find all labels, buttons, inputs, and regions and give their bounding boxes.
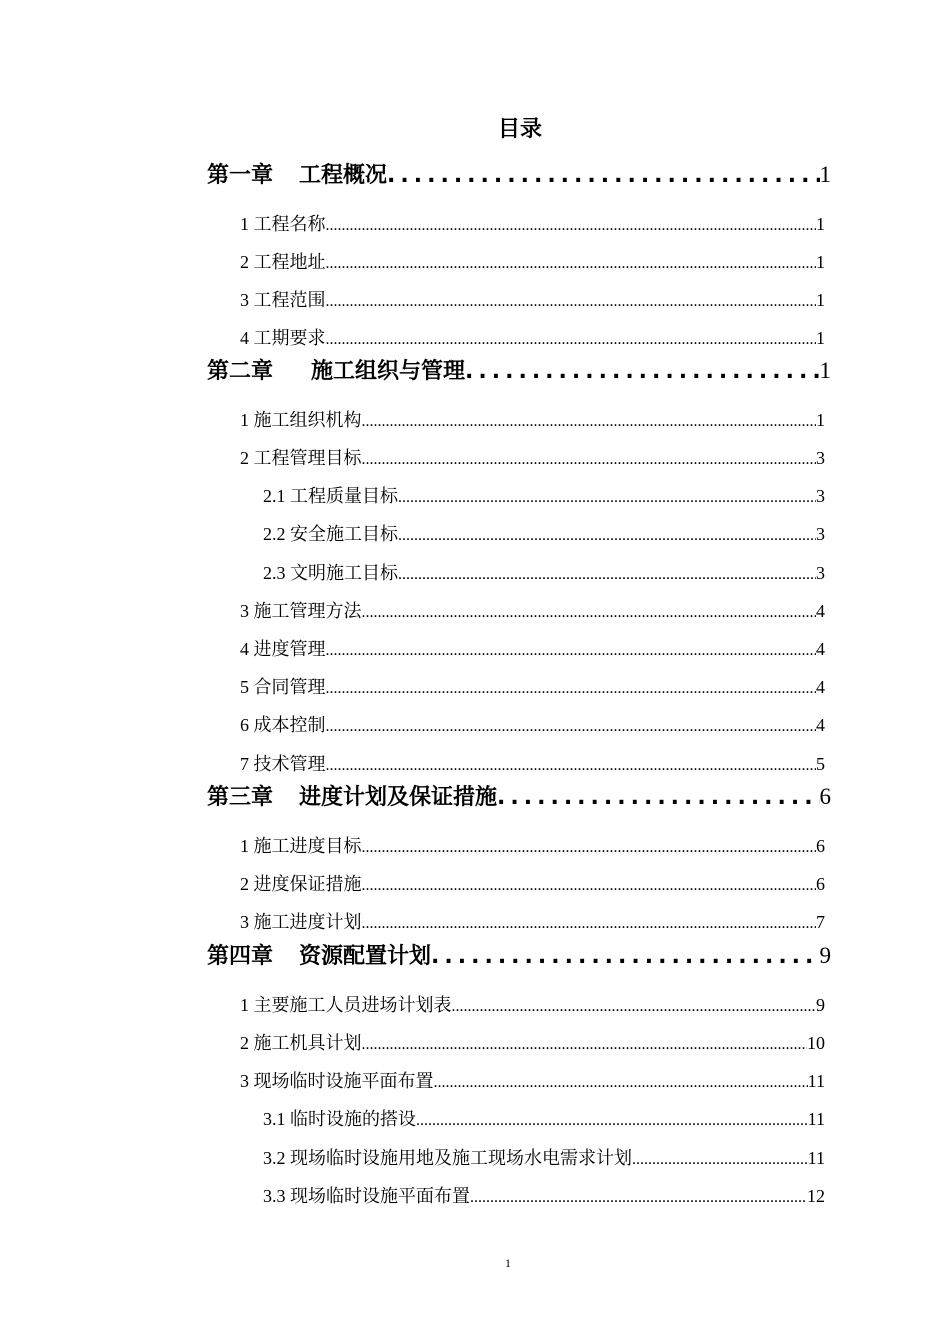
- toc-entry-label: 1 主要施工人员进场计划表: [240, 995, 452, 1015]
- toc-entry-label: 3.3 现场临时设施平面布置: [263, 1186, 470, 1206]
- toc-page-number: 3: [816, 524, 825, 544]
- toc-entry-label: 3 现场临时设施平面布置: [240, 1071, 434, 1091]
- toc-section-2-1[interactable]: [240, 407, 825, 435]
- toc-entry-label: 4 工期要求: [240, 328, 326, 348]
- toc-page-number: 6: [819, 784, 831, 809]
- toc-entry-label: 第二章 施工组织与管理: [207, 359, 466, 384]
- dot-leader: [362, 835, 817, 861]
- toc-section-3-1[interactable]: [240, 833, 825, 861]
- page-number: 1: [505, 1256, 511, 1270]
- toc-entry-label: 3 施工进度计划: [240, 912, 362, 932]
- dot-leader: [497, 783, 819, 813]
- toc-entry-label: 3.2 现场临时设施用地及施工现场水电需求计划: [263, 1148, 632, 1168]
- toc-page-number: 11: [807, 1148, 825, 1168]
- dot-leader: [326, 289, 817, 315]
- toc-section-1-3[interactable]: [240, 287, 825, 315]
- toc-section-2-2[interactable]: [240, 445, 825, 473]
- toc-entry-label: 2.2 安全施工目标: [263, 524, 398, 544]
- toc-page-number: 11: [807, 1071, 825, 1091]
- toc-entry-label: 1 施工组织机构: [240, 410, 362, 430]
- dot-leader: [362, 1032, 808, 1058]
- dot-leader: [387, 161, 819, 191]
- toc-page-number: 1: [816, 410, 825, 430]
- toc-page-number: 1: [816, 214, 825, 234]
- toc-chapter-4[interactable]: [207, 941, 831, 972]
- toc-entry-label: 3.1 临时设施的搭设: [263, 1109, 416, 1129]
- toc-entry-label: 第四章 资源配置计划: [207, 944, 432, 969]
- toc-entry-label: 第三章 进度计划及保证措施: [207, 785, 498, 810]
- toc-entry-label: 2 进度保证措施: [240, 874, 362, 894]
- toc-entry-label: 2 工程地址: [240, 252, 326, 272]
- dot-leader: [434, 1070, 808, 1096]
- toc-chapter-2[interactable]: [207, 356, 831, 387]
- toc-entry-label: 2.1 工程质量目标: [263, 486, 398, 506]
- dot-leader: [326, 251, 817, 277]
- dot-leader: [632, 1147, 808, 1173]
- toc-page-number: 9: [816, 995, 825, 1015]
- toc-section-4-2[interactable]: [240, 1030, 825, 1058]
- toc-section-1-2[interactable]: [240, 249, 825, 277]
- toc-section-1-4[interactable]: [240, 325, 825, 353]
- dot-leader: [326, 638, 817, 664]
- toc-subsection-4-3-2[interactable]: [263, 1145, 825, 1173]
- toc-chapter-1[interactable]: [207, 160, 831, 191]
- toc-page-number: 1: [816, 252, 825, 272]
- toc-subsection-4-3-1[interactable]: [263, 1106, 825, 1134]
- toc-page-number: 12: [807, 1186, 825, 1206]
- toc-entry-label: 3 工程范围: [240, 290, 326, 310]
- toc-entry-label: 5 合同管理: [240, 677, 326, 697]
- dot-leader: [326, 714, 817, 740]
- toc-section-4-1[interactable]: [240, 992, 825, 1020]
- toc-section-2-4[interactable]: [240, 636, 825, 664]
- toc-entry-label: 3 施工管理方法: [240, 601, 362, 621]
- dot-leader: [362, 409, 817, 435]
- toc-entry-label: 7 技术管理: [240, 754, 326, 774]
- toc-page-number: 1: [819, 162, 831, 187]
- toc-title: 目录: [497, 117, 542, 142]
- toc-page-number: 1: [819, 358, 831, 383]
- toc-section-2-6[interactable]: [240, 712, 825, 740]
- toc-section-1-1[interactable]: [240, 211, 825, 239]
- toc-page-number: 1: [816, 290, 825, 310]
- dot-leader: [431, 942, 819, 972]
- toc-page-number: 3: [816, 486, 825, 506]
- dot-leader: [452, 994, 817, 1020]
- dot-leader: [416, 1108, 808, 1134]
- toc-subsection-2-2-3[interactable]: [263, 560, 825, 588]
- toc-entry-label: 6 成本控制: [240, 715, 326, 735]
- toc-entry-label: 2 施工机具计划: [240, 1033, 362, 1053]
- dot-leader: [326, 676, 817, 702]
- toc-section-3-3[interactable]: [240, 909, 825, 937]
- toc-page-number: 9: [819, 943, 831, 968]
- toc-entry-label: 2 工程管理目标: [240, 448, 362, 468]
- dot-leader: [398, 485, 816, 511]
- toc-section-4-3[interactable]: [240, 1068, 825, 1096]
- toc-section-2-3[interactable]: [240, 598, 825, 626]
- toc-subsection-4-3-3[interactable]: [263, 1183, 825, 1211]
- toc-page-number: 4: [816, 677, 825, 697]
- dot-leader: [362, 873, 817, 899]
- toc-page-number: 7: [816, 912, 825, 932]
- dot-leader: [362, 447, 817, 473]
- toc-page-number: 3: [816, 563, 825, 583]
- dot-leader: [362, 911, 817, 937]
- dot-leader: [470, 1185, 807, 1211]
- dot-leader: [362, 600, 817, 626]
- toc-entry-label: 4 进度管理: [240, 639, 326, 659]
- toc-page-number: 1: [816, 328, 825, 348]
- toc-page-number: 4: [816, 639, 825, 659]
- dot-leader: [398, 523, 816, 549]
- toc-entry-label: 1 施工进度目标: [240, 836, 362, 856]
- toc-entry-label: 1 工程名称: [240, 214, 326, 234]
- toc-section-3-2[interactable]: [240, 871, 825, 899]
- toc-page-number: 3: [816, 448, 825, 468]
- toc-page-number: 4: [816, 601, 825, 621]
- dot-leader: [465, 357, 819, 387]
- dot-leader: [326, 753, 817, 779]
- toc-entry-label: 第一章 工程概况: [207, 163, 388, 188]
- toc-entry-label: 2.3 文明施工目标: [263, 563, 398, 583]
- toc-page-number: 10: [807, 1033, 825, 1053]
- toc-page-number: 11: [807, 1109, 825, 1129]
- toc-page-number: 6: [816, 874, 825, 894]
- dot-leader: [398, 562, 816, 588]
- dot-leader: [326, 327, 817, 353]
- toc-page-number: 4: [816, 715, 825, 735]
- toc-subsection-2-2-2[interactable]: [263, 521, 825, 549]
- toc-subsection-2-2-1[interactable]: [263, 483, 825, 511]
- toc-page-number: 6: [816, 836, 825, 856]
- toc-page-number: 5: [816, 754, 825, 774]
- toc-section-2-7[interactable]: [240, 751, 825, 779]
- toc-section-2-5[interactable]: [240, 674, 825, 702]
- dot-leader: [326, 213, 817, 239]
- toc-chapter-3[interactable]: [207, 782, 831, 813]
